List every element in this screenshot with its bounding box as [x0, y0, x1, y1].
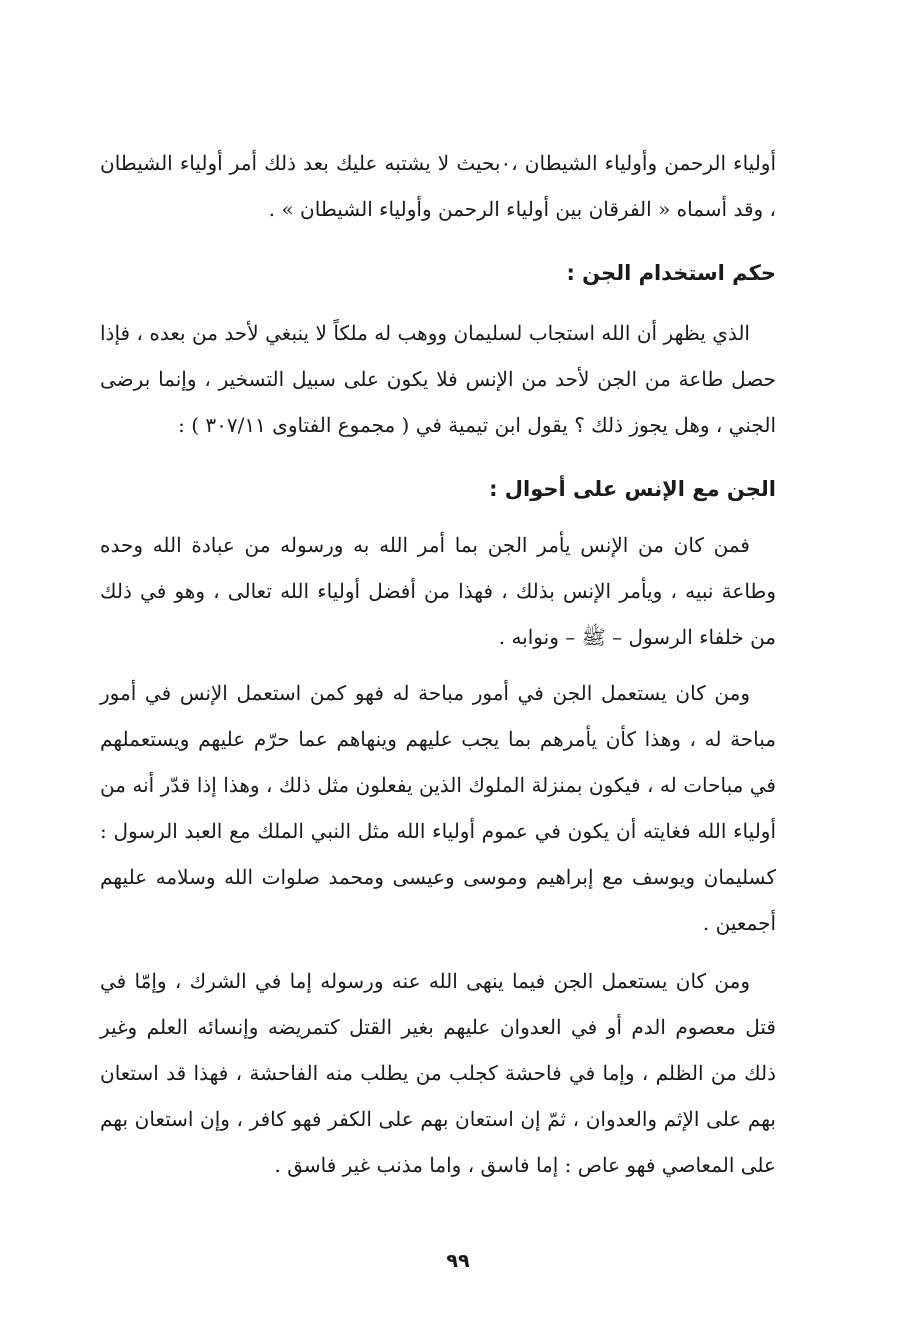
- heading-jinn-employment-ruling: حكم استخدام الجن :: [566, 261, 776, 285]
- heading-jinn-with-humans: الجن مع الإنس على أحوال :: [489, 477, 776, 501]
- page-number: ٩٩: [446, 1250, 470, 1272]
- paragraph-ruling: الذي يظهر أن الله استجاب لسليمان ووهب له ملكاً لا ينبغي لأحد من بعده ، فإذا حصل طاعة من الجن لأحد من الإنس فلا يكون على سبيل التسخير ، وإنما برضى الجني ، وهل يجوز ذلك ؟ يقول ابن تيمية في ( مجموع الفتاوى ٣٠٧/١١ ) :: [100, 321, 776, 437]
- paragraph-first-case: فمن كان من الإنس يأمر الجن بما أمر الله به ورسوله من عبادة الله وحده وطاعة نبيه ، ويأمر الإنس بذلك ، فهذا من أفضل أولياء الله تعالى ، وهو في ذلك من خلفاء الرسول – ﷺ – ونوابه .: [100, 533, 776, 649]
- paragraph-third-case: ومن كان يستعمل الجن فيما ينهى الله عنه ورسوله إما في الشرك ، وإمّا في قتل معصوم الدم أو في العدوان عليهم بغير القتل كتمريضه وإنسائه العلم وغير ذلك من الظلم ، وإما في فاحشة كجلب من يطلب منه الفاحشة ، فهذا قد استعان بهم على الإثم والعدوان ، ثمّ إن استعان بهم على الكفر فهو كافر ، وإن استعان بهم على المعاصي فهو عاص : إما فاسق ، واما مذنب غير فاسق .: [100, 969, 776, 1177]
- paragraph-intro: أولياء الرحمن وأولياء الشيطان ،٠بحيث لا يشتبه عليك بعد ذلك أمر أولياء الشيطان ، وقد أسماه « الفرقان بين أولياء الرحمن وأولياء الشيطان » .: [100, 151, 777, 221]
- page-body: [100, 140, 776, 1188]
- paragraph-second-case: ومن كان يستعمل الجن في أمور مباحة له فهو كمن استعمل الإنس في أمور مباحة له ، وهذا كأن يأمرهم بما يجب عليهم وينهاهم عما حرّم عليهم ويستعملهم في مباحات له ، فيكون بمنزلة الملوك الذين يفعلون مثل ذلك ، وهذا إذا قدّر أنه من أولياء الله فغايته أن يكون في عموم أولياء الله مثل النبي الملك مع العبد الرسول : كسليمان ويوسف مع إبراهيم وموسى وعيسى ومحمد صلوات الله وسلامه عليهم أجمعين .: [100, 681, 776, 935]
